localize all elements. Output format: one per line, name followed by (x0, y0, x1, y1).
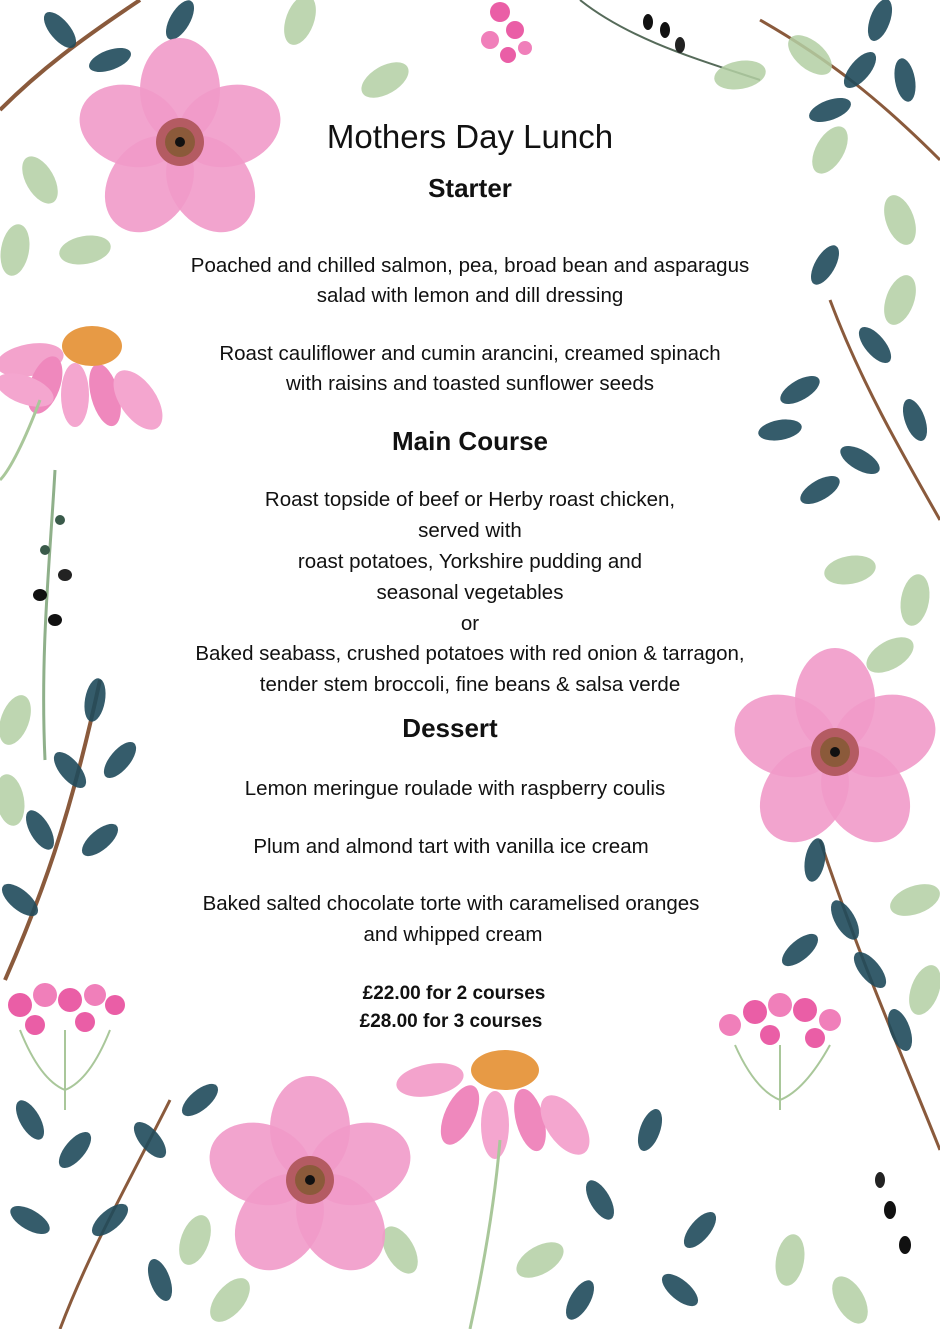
starter-item-1-line-2: salad with lemon and dill dressing (316, 284, 624, 307)
dessert-item-3-line-2: and whipped cream (363, 923, 543, 946)
main-course-heading: Main Course (391, 426, 549, 456)
dessert-item-2: Plum and almond tart with vanilla ice cream (253, 835, 649, 858)
main-line-1: Roast topside of beef or Herby roast chicken, (264, 488, 676, 511)
menu-title: Mothers Day Lunch (326, 118, 614, 155)
starter-item-1-line-1: Poached and chilled salmon, pea, broad bean and asparagus (190, 254, 750, 277)
dessert-heading: Dessert (402, 713, 498, 743)
starter-item-2-line-1: Roast cauliflower and cumin arancini, creamed spinach (219, 342, 721, 365)
main-line-2: served with (418, 519, 522, 542)
starter-item-2-line-2: with raisins and toasted sunflower seeds (285, 372, 655, 395)
dessert-item-1: Lemon meringue roulade with raspberry coulis (244, 777, 666, 800)
starter-heading: Starter (428, 173, 512, 203)
main-line-4: seasonal vegetables (376, 581, 564, 604)
main-line-7: tender stem broccoli, fine beans & salsa verde (259, 673, 681, 696)
main-line-3: roast potatoes, Yorkshire pudding and (297, 550, 643, 573)
dessert-item-3-line-1: Baked salted chocolate torte with caramelised oranges (202, 892, 700, 915)
price-2-courses: £22.00 for 2 courses (362, 983, 546, 1004)
price-3-courses: £28.00 for 3 courses (359, 1011, 543, 1032)
main-line-5: or (460, 612, 480, 635)
main-line-6: Baked seabass, crushed potatoes with red onion & tarragon, (195, 642, 745, 665)
